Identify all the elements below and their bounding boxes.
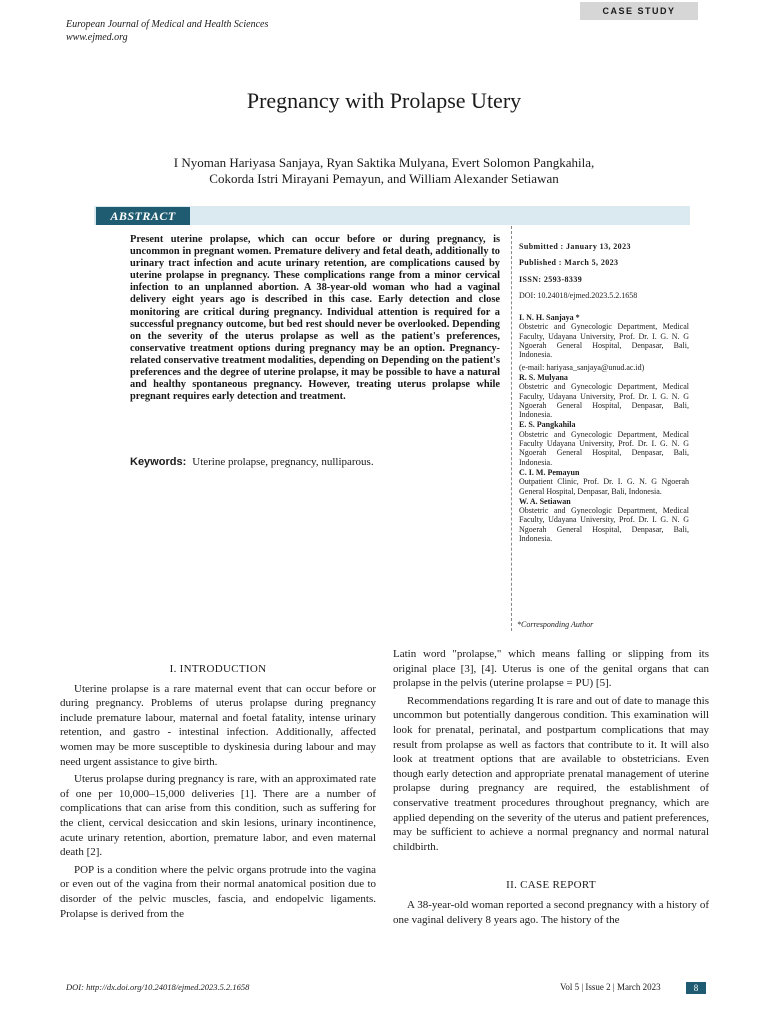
published-date: Published : March 5, 2023	[519, 258, 619, 268]
body-paragraph: Uterus prolapse during pregnancy is rare, with an approximated rate of one per 10,000–15,000 deliveries [1]. There are a number of complications that can arise from this condition, such as suffering for the client, cervical desiccation and skin lesions, urinary incontinence, acute urinary retention, abortion, premature labor, and even maternal death [2].	[60, 773, 376, 859]
footer-issue: Vol 5 | Issue 2 | March 2023	[560, 982, 661, 992]
journal-header	[66, 18, 268, 44]
affiliation-author: R. S. Mulyana	[519, 372, 568, 382]
authors-line-1: I Nyoman Hariyasa Sanjaya, Ryan Saktika Mulyana, Evert Solomon Pangkahila,	[173, 155, 595, 170]
affiliation-text: Obstetric and Gynecologic Department, Medical Faculty, Udayana University, Prof. Dr. I. G. N. G Ngoerah General Hospital, Denpasar, Bali, Indonesia.	[519, 506, 689, 544]
affiliation-entry	[519, 420, 689, 466]
abstract-text: Present uterine prolapse, which can occur before or during pregnancy, is uncommon in pregnant women. Premature delivery and fetal death, additionally to urinary tract infection and acute urinary retention, are complications caused by uterine prolapse in pregnancy. These complications range from a minor cervical infection to an unplanned abortion. A 38-year-old woman who had a vaginal delivery eight years ago is described in this case. Early detection and close monitoring are critical during pregnancy. Individual attention is required for a successful pregnancy outcome, but bed rest should never be overlooked. Depending on the severity of the uterus prolapse as well as the patient's preferences, conservative treatment options during pregnancy may be an option. Pregnancy-related conservative treatment modalities, depending on Depending on the patient's preferences and the degree of uterine prolapse, it may be possible to have a natural and healthy spontaneous pregnancy. However, treating uterus prolapse while pregnant requires early detection and treatment.	[130, 234, 500, 403]
affiliation-author: C. I. M. Pemayun	[519, 467, 580, 477]
affiliation-entry	[519, 313, 689, 372]
affiliation-text: Outpatient Clinic, Prof. Dr. I. G. N. G Ngoerah General Hospital, Denpasar, Bali, Indonesia.	[519, 477, 689, 496]
affiliation-text: Obstetric and Gynecologic Department, Medical Faculty, Udayana University, Prof. Dr. I. G. N. G Ngoerah General Hospital, Denpasar, Bali, Indonesia.	[519, 322, 689, 360]
case-study-tag: CASE STUDY	[580, 2, 698, 20]
affiliation-entry	[519, 468, 689, 496]
case-report-paragraph: A 38-year-old woman reported a second pregnancy with a history of one vaginal delivery 8 years ago. The history of the	[393, 898, 709, 926]
left-column	[60, 662, 376, 924]
footer-doi[interactable]: DOI: http://dx.doi.org/10.24018/ejmed.2023.5.2.1658	[66, 982, 250, 992]
affiliation-list	[519, 313, 689, 543]
affiliation-author: I. N. H. Sanjaya *	[519, 313, 580, 323]
section-title-case-report: II. CASE REPORT	[506, 879, 596, 892]
body-paragraph: POP is a condition where the pelvic organs protrude into the vagina or even out of the vagina from their normal anatomical position due to disorder of the pelvic muscles, fascia, and endopelvic ligaments. Prolapse is derived from the	[60, 863, 376, 920]
body-paragraph: Uterine prolapse is a rare maternal event that can occur before or during pregnancy. Problems of uterus prolapse during pregnancy include premature labour, maternal and foetal fatality, intense urinary retention, and gastro - intestinal infection. Additionally, affected women may be more susceptible to dyskinesia during labour and may need urgent assistance to give birth.	[60, 682, 376, 768]
keywords-value: Uterine prolapse, pregnancy, nulliparous.	[192, 456, 374, 468]
author-list	[80, 155, 688, 187]
body-paragraph: Recommendations regarding It is rare and out of date to manage this uncommon but potentially dangerous condition. This examination will look for prenatal, perinatal, and postpartum complications that may result from prolapse as well as factors that contribute to it. It will also look at treatment options that are available to obstetricians. Even though early detection and appropriate prenatal management of uterine prolapse during pregnancy are required, the establishment of conservative treatment procedures throughout pregnancy, which are applied depending on the severity of the uterus and patient preferences, may be sufficient to achieve a normal pregnancy and normal natural childbirth.	[393, 694, 709, 853]
affiliation-email[interactable]: (e-mail: hariyasa_sanjaya@unud.ac.id)	[519, 362, 645, 372]
abstract-label: ABSTRACT	[96, 207, 190, 225]
journal-name: European Journal of Medical and Health Sciences	[66, 19, 269, 30]
affiliation-author: E. S. Pangkahila	[519, 420, 576, 430]
keywords	[130, 456, 500, 468]
right-column	[393, 647, 709, 927]
article-meta	[519, 242, 689, 544]
body-paragraph: Latin word "prolapse," which means falling or slipping from its original place [3], [4]. Uterus is one of the genital organs that can prolapse in the pelvis (uterine prolapse = PU) [5].	[393, 648, 709, 690]
authors-line-2: Cokorda Istri Mirayani Pemayun, and William Alexander Setiawan	[209, 171, 559, 186]
corresponding-note: *Corresponding Author	[517, 620, 594, 629]
right-paragraphs	[393, 647, 709, 854]
affiliation-author: W. A. Setiawan	[519, 496, 571, 506]
affiliation-text: Obstetric and Gynecologic Department, Medical Faculty Udayana University, Prof. Dr. I. G. N. G Ngoerah General Hospital, Denpasar, Bali, Indonesia.	[519, 429, 689, 467]
affiliation-text: Obstetric and Gynecologic Department, Medical Faculty, Udayana University, Prof. Dr. I. G. N. G Ngoerah General Hospital, Denpasar, Bali, Indonesia.	[519, 382, 689, 420]
section-title-introduction: I. INTRODUCTION	[169, 663, 267, 675]
submitted-date: Submitted : January 13, 2023	[519, 242, 631, 251]
journal-url[interactable]: www.ejmed.org	[66, 32, 128, 43]
keywords-label: Keywords:	[130, 456, 187, 468]
paper-title: Pregnancy with Prolapse Utery	[246, 88, 522, 113]
page-number: 8	[686, 982, 706, 994]
affiliation-entry	[519, 373, 689, 419]
issn: ISSN: 2593-8339	[519, 274, 583, 284]
column-divider	[511, 226, 512, 631]
doi[interactable]: DOI: 10.24018/ejmed.2023.5.2.1658	[519, 290, 638, 300]
introduction-paragraphs	[60, 682, 376, 922]
affiliation-entry	[519, 497, 689, 543]
